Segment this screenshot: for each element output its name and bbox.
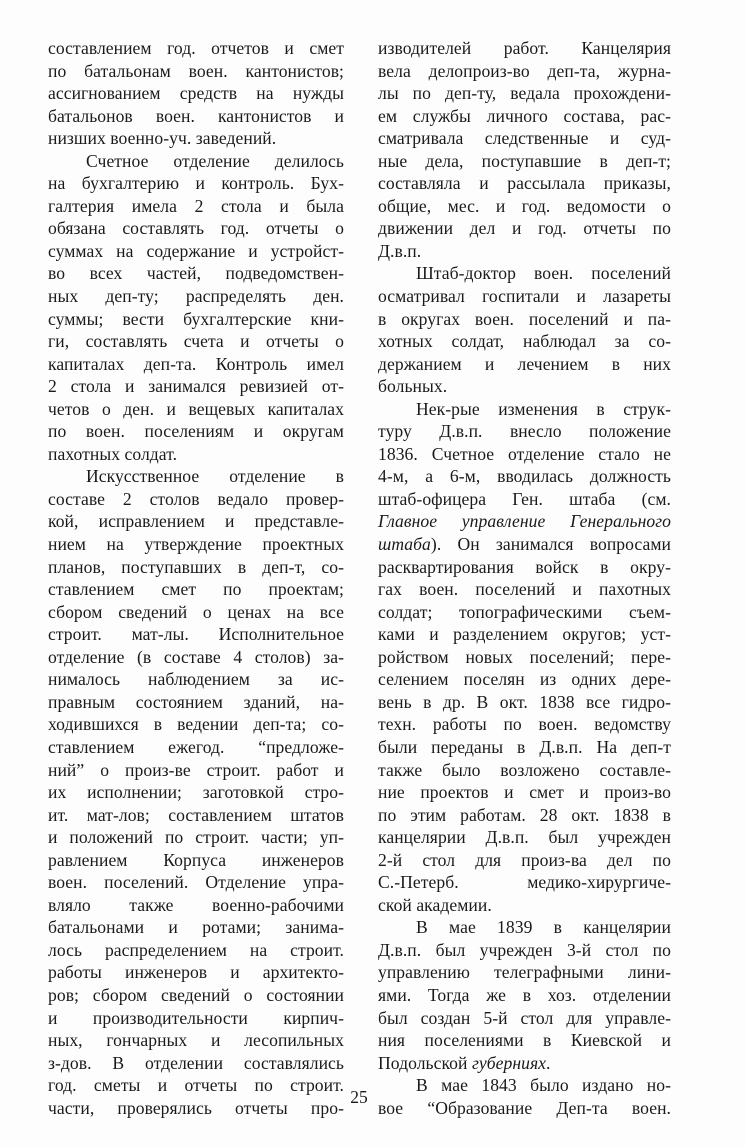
text-line: суммах на содержание и устройст- [48,240,344,261]
text-line: по этим работам. 28 окт. 1838 в [378,804,671,825]
text-line: Нек-рые изменения в струк- [416,398,671,419]
text-line: канцелярии Д.в.п. был учрежден [378,827,671,848]
text-line [378,533,671,556]
text-line: движении дел и год. отчеты по [378,218,671,239]
text-line: по батальонам воен. кантонистов; [48,60,344,81]
text-line: их исполнении; заготовкой стро- [48,782,344,803]
text-line: С.-Петерб. медико-хирургиче- [378,872,671,893]
text-line: составлением год. отчетов и смет [48,38,344,58]
text-line: управлению телеграфными лини- [378,962,671,983]
text-line: ходившихся в ведении деп-та; со- [48,714,344,735]
text-line: работы инженеров и архитекто- [48,962,344,983]
text-line: В мае 1843 было издано но- [416,1075,671,1096]
text-line: в округах воен. поселений и па- [378,308,671,329]
text-line: капиталах деп-та. Контроль имел [48,353,344,374]
text-line: ями. Тогда же в хоз. отделении [378,984,671,1005]
text-line: суммы; вести бухгалтерские кни- [48,308,344,329]
text-line: хотных солдат, наблюдал за со- [378,331,671,352]
text-line: Д.в.п. был учрежден 3-й стол по [378,939,671,960]
text-line: и положений по строит. части; уп- [48,827,344,848]
text-line: общие, мес. и год. ведомости о [378,195,671,216]
text-line: и производительности кирпич- [48,1007,344,1028]
text-line: отделение (в составе 4 столов) за- [48,646,344,667]
text-line: вляло также военно-рабочими [48,894,344,915]
text-line: ных деп-ту; распределять ден. [48,286,344,307]
text-line: также было возложено составле- [378,759,671,780]
text-line: ем службы личного состава, рас- [378,105,671,126]
text-line: были переданы в Д.в.п. На деп-т [378,736,671,757]
text-segment: Подольской [378,1052,472,1073]
right-column [378,37,671,1119]
italic-reference: штаба [378,534,431,555]
text-line: ров; сбором сведений о состоянии [48,984,344,1005]
text-line: 4-м, а 6-м, вводилась должность [378,466,671,487]
text-line: 2-й стол для произ-ва дел по [378,849,671,870]
text-segment: ). Он занимался вопросами [430,534,671,555]
text-line: В мае 1839 в канцелярии [416,917,671,938]
text-line: пахотных солдат. [48,443,178,464]
text-line: вое “Образование Деп-та воен. [378,1097,671,1118]
text-line: лы по деп-ту, ведала прохождени- [378,83,671,104]
text-line: сбором сведений о ценах на все [48,601,344,622]
text-line: нием на утверждение проектных [48,534,344,555]
text-line: ассигнованием средств на нужды [48,83,344,104]
text-line: ками и разделением округов; уст- [378,624,671,645]
text-line: туру Д.в.п. внесло положение [378,421,671,442]
text-line: кой, исправлением и представле- [48,511,344,532]
text-line: ставлением ежегод. “предложе- [48,736,344,757]
text-line: по воен. поселениям и округам [48,421,344,442]
text-line: ставлением смет по проектам; [48,579,344,600]
text-line: Искусственное отделение в [86,466,344,487]
text-line: равлением Корпуса инженеров [48,849,344,870]
text-line: лось распределением на строит. [48,939,344,960]
text-line: изводителей работ. Канцелярия [378,38,671,58]
left-column [48,37,344,1119]
text-line: держанием и лечением в них [378,353,671,374]
text-line: ных, гончарных и лесопильных [48,1030,344,1051]
text-line: селением поселян из одних дере- [378,669,671,690]
text-line: батальонами и ротами; занима- [48,917,344,938]
text-line: части, проверялись отчеты про- [48,1097,344,1118]
text-line: сматривала следственные и суд- [378,128,671,149]
text-line: был создан 5-й стол для управле- [378,1007,671,1028]
text-line: правным состоянием зданий, на- [48,691,344,712]
text-line: вень в др. В окт. 1838 все гидро- [378,691,671,712]
text-line [378,1052,671,1075]
page-number: 25 [350,1087,368,1107]
text-line: расквартирования войск в окру- [378,556,671,577]
text-line: ской академии. [378,894,492,915]
text-line: нималось наблюдением за ис- [48,669,344,690]
text-line: батальонов воен. кантонистов и [48,105,344,126]
text-line: на бухгалтерию и контроль. Бух- [48,173,344,194]
text-line: ния поселениями в Киевской и [378,1030,671,1051]
text-line: ройством новых поселений; пере- [378,646,671,667]
text-line: солдат; топографическими съем- [378,601,671,622]
text-line: составляла и рассылала приказы, [378,173,671,194]
text-line: во всех частей, подведомствен- [48,263,344,284]
text-line: з-дов. В отделении составлялись [48,1052,344,1073]
text-line: 2 стола и занимался ревизией от- [48,376,344,397]
text-line: гах воен. поселений и пахотных [378,579,671,600]
text-line: год. сметы и отчеты по строит. [48,1075,344,1096]
italic-reference: губерниях [471,1052,547,1073]
text-line: Счетное отделение делилось [86,150,344,171]
text-line: ги, составлять счета и отчеты о [48,331,344,352]
text-line: Штаб-доктор воен. поселений [416,263,671,284]
text-line: ние проектов и смет и произ-во [378,782,671,803]
text-line: ит. мат-лов; составлением штатов [48,804,344,825]
text-line: осматривал госпитали и лазареты [378,286,671,307]
text-line: ные дела, поступавшие в деп-т; [378,150,671,171]
text-line: составе 2 столов ведало провер- [48,488,344,509]
text-line: ний” о произ-ве строит. работ и [48,759,344,780]
text-line: больных. [378,376,448,397]
text-line: обязана составлять год. отчеты о [48,218,344,239]
text-line: низших военно-уч. заведений. [48,128,277,149]
text-line: Д.в.п. [378,240,422,261]
text-line: планов, поступавших в деп-т, со- [48,556,344,577]
text-line: штаб-офицера Ген. штаба (см. [378,488,671,509]
text-line: строит. мат-лы. Исполнительное [48,624,344,645]
text-line: техн. работы по воен. ведомству [378,714,671,735]
text-line: галтерия имела 2 стола и была [48,195,344,216]
text-line: вела делопроиз-во деп-та, журна- [378,60,671,81]
text-line: 1836. Счетное отделение стало не [378,443,671,464]
text-line: четов о ден. и вещевых капиталах [48,398,344,419]
text-segment: . [546,1052,551,1073]
text-line: Главное управление Генерального [378,511,671,532]
text-line: воен. поселений. Отделение упра- [48,872,344,893]
